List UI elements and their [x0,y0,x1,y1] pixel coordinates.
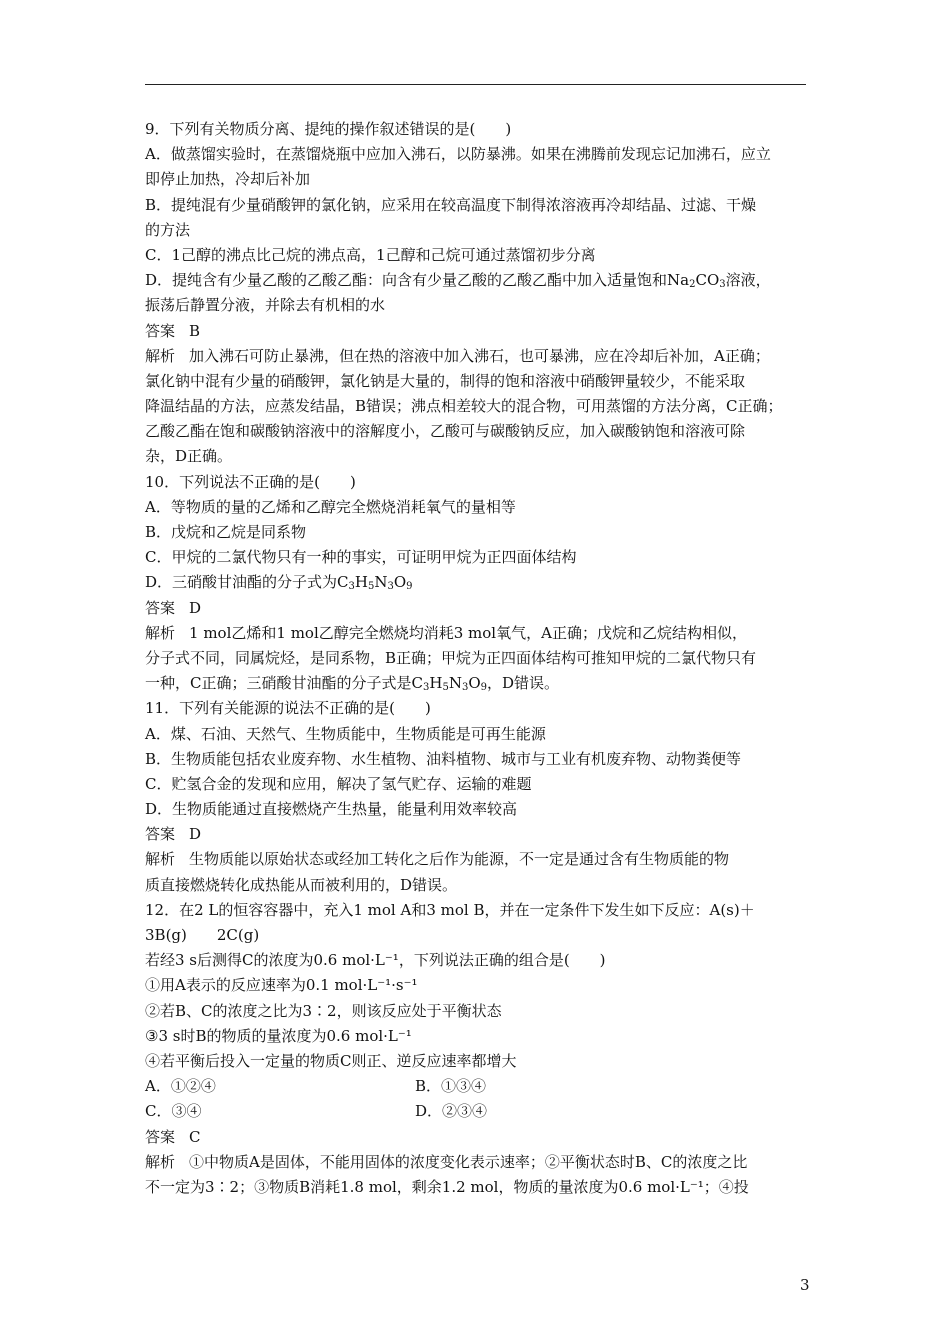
q12-option-b: B．①③④ [415,1077,487,1096]
q9-explanation-line5: 杂，D正确。 [145,447,233,466]
q9-option-b-line1: B．提纯混有少量硝酸钾的氯化钠，应采用在较高温度下制得浓溶液再冷却结晶、过滤、干燥 [145,195,757,214]
q11-option-a: A．煤、石油、天然气、生物质能中，生物质能是可再生能源 [145,724,546,743]
answer-label: 答案 [145,1127,176,1146]
answer-value: D [189,825,202,844]
q10-explanation-line2: 分子式不同，同属烷烃，是同系物，B正确；甲烷为正四面体结构可推知甲烷的二氯代物只有 [145,648,757,667]
q10-option-a: A．等物质的量的乙烯和乙醇完全燃烧消耗氧气的量相等 [145,497,516,516]
q12-option-c: C．③④ [145,1102,202,1121]
q12-stem-line2: 3B(g) 2C(g) [145,926,260,944]
answer-label: 答案 [145,825,176,844]
explanation-label: 解析 [145,1152,176,1171]
q11-explanation-line2: 质直接燃烧转化成热能从而被利用的，D错误。 [145,875,458,894]
q10-option-c: C．甲烷的二氯代物只有一种的事实，可证明甲烷为正四面体结构 [145,548,577,567]
q10-option-d: D．三硝酸甘油酯的分子式为$C_3H_5N_3O_9$ [145,573,413,593]
q9-option-d-line2: 振荡后静置分液，并除去有机相的水 [145,296,386,315]
q12-explanation-line2: 不一定为3∶2；③物质B消耗1.8 mol，剩余1.2 mol，物质的量浓度为0.6 mol·L⁻¹；④投 [145,1177,749,1196]
q12-stem-line3: 若经3 s后测得C的浓度为0.6 mol·L⁻¹，下列说法正确的组合是( ) [145,951,606,970]
q10-explanation-line3: 一种，C正确；三硝酸甘油酯的分子式是$C_3H_5N_3O_9$，D错误。 [145,674,560,694]
q12-statement-4: ④若平衡后投入一定量的物质C则正、逆反应速率都增大 [145,1051,517,1070]
q10-explanation-line1: 解析 1 mol乙烯和1 mol乙醇完全燃烧均消耗3 mol氧气，A正确；戊烷和乙烷结构相似， [145,621,813,646]
q9-option-a-line2: 即停止加热，冷却后补加 [145,170,311,189]
q9-stem: 9．下列有关物质分离、提纯的操作叙述错误的是( ) [145,120,512,138]
q11-option-c: C．贮氢合金的发现和应用，解决了氢气贮存、运输的难题 [145,774,532,793]
q10-answer [145,596,813,621]
q9-option-b-line2: 的方法 [145,220,191,239]
answer-label: 答案 [145,598,176,617]
q9-option-c: C．1己醇的沸点比己烷的沸点高，1己醇和己烷可通过蒸馏初步分离 [145,245,596,264]
header-rule [145,84,806,85]
q12-options-row2 [145,1099,813,1124]
q11-answer [145,822,813,847]
document-body [145,117,813,1200]
explanation-label: 解析 [145,346,176,365]
q11-option-d: D．生物质能通过直接燃烧产生热量，能量利用效率较高 [145,800,518,819]
q11-option-b: B．生物质能包括农业废弃物、水生植物、油料植物、城市与工业有机废弃物、动物粪便等 [145,749,742,768]
q12-statement-2: ②若B、C的浓度之比为3∶2，则该反应处于平衡状态 [145,1001,502,1020]
q9-option-d-line1: D．提纯含有少量乙酸的乙酸乙酯：向含有少量乙酸的乙酸乙酯中加入适量饱和$Na_2CO_3$溶液， [145,271,771,291]
q9-answer [145,319,813,344]
q11-explanation-line1: 解析 生物质能以原始状态或经加工转化之后作为能源，不一定是通过含有生物质能的物 [145,847,813,872]
q11-stem: 11．下列有关能源的说法不正确的是( ) [145,699,431,718]
answer-value: B [189,321,201,340]
q9-explanation-line2: 氯化钠中混有少量的硝酸钾，氯化钠是大量的，制得的饱和溶液中硝酸钾量较少，不能采取 [145,371,746,390]
q9-option-a-line1: A．做蒸馏实验时，在蒸馏烧瓶中应加入沸石，以防暴沸。如果在沸腾前发现忘记加沸石，应立 [145,145,771,164]
q12-options-row1 [145,1074,813,1099]
q12-explanation-line1: 解析 ①中物质A是固体，不能用固体的浓度变化表示速率；②平衡状态时B、C的浓度之比 [145,1150,813,1175]
answer-value: C [189,1127,201,1146]
q12-statement-3: ③3 s时B的物质的量浓度为0.6 mol·L⁻¹ [145,1026,412,1045]
q9-explanation-line4: 乙酸乙酯在饱和碳酸钠溶液中的溶解度小，乙酸可与碳酸钠反应，加入碳酸钠饱和溶液可除 [145,422,746,441]
q12-statement-1: ①用A表示的反应速率为0.1 mol·L⁻¹·s⁻¹ [145,976,418,995]
answer-value: D [189,598,202,617]
q10-stem: 10．下列说法不正确的是( ) [145,472,356,491]
q9-explanation-line3: 降温结晶的方法，应蒸发结晶，B错误；沸点相差较大的混合物，可用蒸馏的方法分离，C正确； [145,397,783,416]
q10-option-b: B．戊烷和乙烷是同系物 [145,523,307,541]
q12-option-d: D．②③④ [415,1102,488,1121]
explanation-label: 解析 [145,623,176,642]
answer-label: 答案 [145,321,176,340]
q12-stem-line1: 12．在2 L的恒容容器中，充入1 mol A和3 mol B，并在一定条件下发生如下反应：A(s)＋ [145,900,755,919]
q12-option-a: A．①②④ [145,1077,216,1096]
q12-answer [145,1125,813,1150]
explanation-label: 解析 [145,850,176,869]
q9-explanation-line1: 解析 加入沸石可防止暴沸，但在热的溶液中加入沸石，也可暴沸，应在冷却后补加，A正确； [145,344,813,369]
page-number: 3 [800,1276,810,1294]
